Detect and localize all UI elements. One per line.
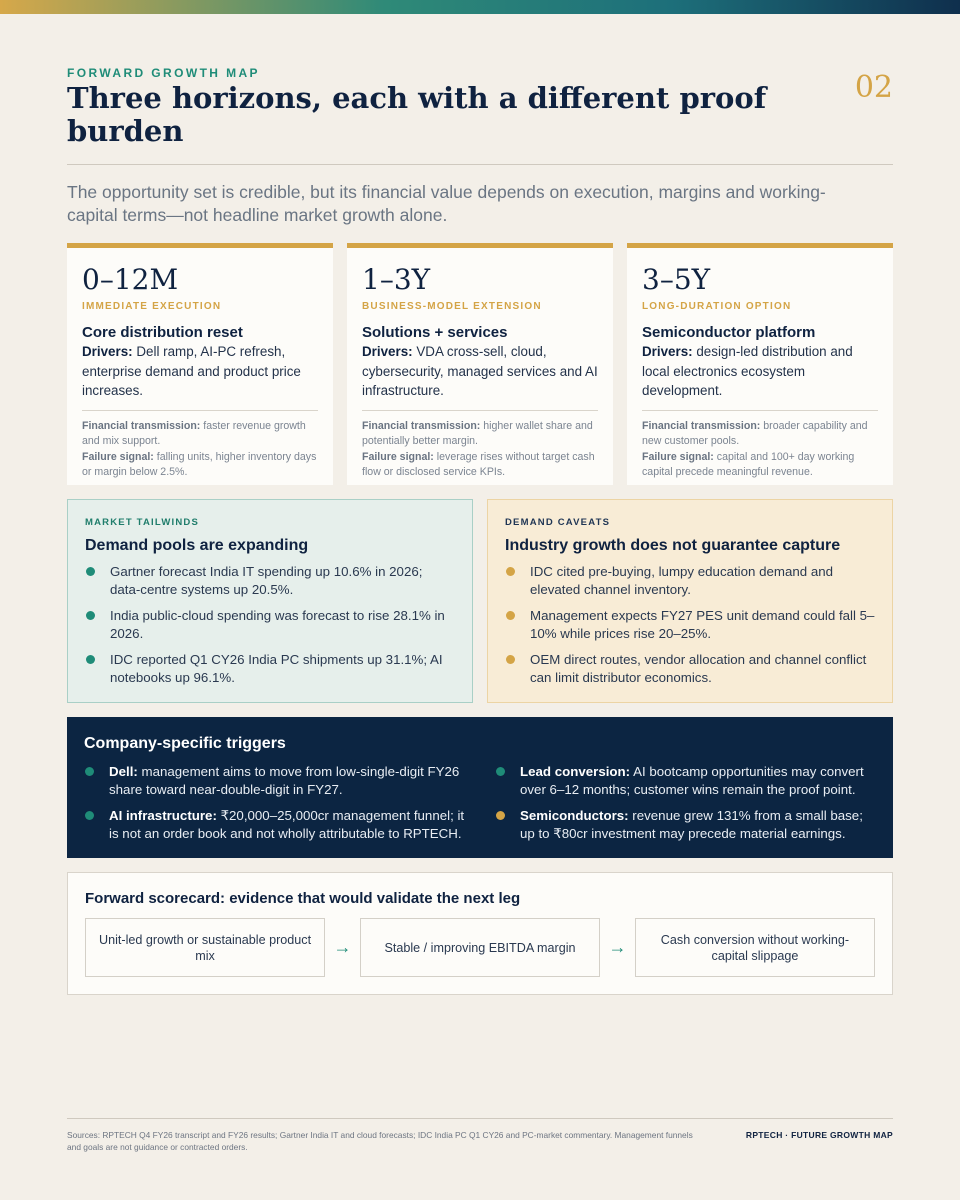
- list-item: [84, 807, 465, 843]
- page-number: 02: [854, 70, 893, 105]
- horizon-transmission: [362, 419, 598, 450]
- scorecard-step: Stable / improving EBITDA margin: [360, 918, 600, 977]
- horizon-transmission: [642, 419, 878, 450]
- trigger-label: Lead conversion:: [520, 764, 631, 779]
- list-item: [495, 807, 876, 843]
- transmission-text: broader capability and new customer pools.: [642, 419, 868, 447]
- bullet-dot-icon: [506, 655, 515, 664]
- failure-text: leverage rises without target cash flow or disclosed service KPIs.: [362, 450, 595, 478]
- bullet-dot-icon: [506, 611, 515, 620]
- horizon-period: 1–3Y: [362, 263, 431, 296]
- trigger-label: Semiconductors:: [520, 808, 629, 823]
- horizon-card-near: [67, 243, 333, 485]
- bullet-dot-icon: [86, 655, 95, 664]
- drivers-text: design-led distribution and local electronics ecosystem development.: [642, 344, 853, 398]
- transmission-label: Financial transmission:: [362, 419, 481, 432]
- panel-tag: MARKET TAILWINDS: [85, 517, 200, 528]
- market-tailwinds-panel: [67, 499, 473, 703]
- horizon-failure: [362, 450, 598, 481]
- triggers-column-left: [84, 763, 465, 851]
- tailwinds-caveats-row: [67, 499, 893, 703]
- list-item: OEM direct routes, vendor allocation and channel conflict can limit distributor economics.: [505, 651, 875, 687]
- top-gradient-bar: [0, 0, 960, 14]
- scorecard-step: Unit-led growth or sustainable product mix: [85, 918, 325, 977]
- list-item: [84, 763, 465, 799]
- trigger-text: revenue grew 131% from a small base; up to ₹80cr investment may precede material earnings.: [520, 808, 863, 841]
- drivers-label: Drivers:: [82, 344, 133, 359]
- horizon-divider: [82, 410, 318, 411]
- trigger-text: AI bootcamp opportunities may convert over 6–12 months; customer wins remain the proof point.: [520, 764, 864, 797]
- drivers-label: Drivers:: [362, 344, 413, 359]
- bullet-dot-icon: [496, 811, 505, 820]
- drivers-label: Drivers:: [642, 344, 693, 359]
- failure-label: Failure signal:: [642, 450, 714, 463]
- footer-brand: RPTECH · FUTURE GROWTH MAP: [745, 1130, 893, 1140]
- trigger-label: AI infrastructure:: [109, 808, 217, 823]
- horizon-divider: [642, 410, 878, 411]
- failure-label: Failure signal:: [82, 450, 154, 463]
- transmission-text: faster revenue growth and mix support.: [82, 419, 306, 447]
- horizon-title: Solutions + services: [362, 324, 508, 341]
- caveats-list: [505, 563, 875, 687]
- horizon-drivers: [362, 342, 598, 401]
- list-item: [495, 763, 876, 799]
- horizon-tag: LONG-DURATION OPTION: [642, 301, 792, 312]
- transmission-text: higher wallet share and potentially better margin.: [362, 419, 593, 447]
- horizon-failure: [82, 450, 318, 481]
- failure-text: capital and 100+ day working capital precede meaningful revenue.: [642, 450, 855, 478]
- horizon-tag: IMMEDIATE EXECUTION: [82, 301, 222, 312]
- horizon-title: Semiconductor platform: [642, 324, 816, 341]
- horizon-period: 3–5Y: [642, 263, 711, 296]
- panel-title: Demand pools are expanding: [85, 537, 309, 554]
- transmission-label: Financial transmission:: [82, 419, 201, 432]
- panel-title: Company-specific triggers: [84, 735, 286, 752]
- scorecard-flow: [85, 918, 875, 977]
- arrow-right-icon: →: [333, 937, 352, 957]
- horizon-tag: BUSINESS-MODEL EXTENSION: [362, 301, 542, 312]
- sources-note: Sources: RPTECH Q4 FY26 transcript and FY26 results; Gartner India IT and cloud forecasts; IDC India PC Q1 CY26 and PC-market commentary. Management funnels and goals are not guidance or contracted orders.: [67, 1130, 693, 1152]
- bullet-dot-icon: [506, 567, 515, 576]
- bullet-dot-icon: [496, 767, 505, 776]
- panel-title: Industry growth does not guarantee capture: [505, 537, 841, 554]
- scorecard-title: Forward scorecard: evidence that would validate the next leg: [85, 890, 521, 907]
- triggers-grid: [84, 763, 876, 851]
- horizon-divider: [362, 410, 598, 411]
- list-item: India public-cloud spending was forecast to rise 28.1% in 2026.: [85, 607, 455, 643]
- horizon-title: Core distribution reset: [82, 324, 243, 341]
- lead-paragraph: The opportunity set is credible, but its financial value depends on execution, margins and working-capital terms—not headline market growth alone.: [67, 182, 826, 225]
- horizon-card-mid: [347, 243, 613, 485]
- trigger-label: Dell:: [109, 764, 138, 779]
- page-content: [67, 66, 893, 995]
- scorecard-step: Cash conversion without working-capital slippage: [635, 918, 875, 977]
- failure-text: falling units, higher inventory days or margin below 2.5%.: [82, 450, 317, 478]
- tailwinds-list: [85, 563, 455, 687]
- list-item: Management expects FY27 PES unit demand could fall 5–10% while prices rise 20–25%.: [505, 607, 875, 643]
- trigger-text: management aims to move from low-single-digit FY26 share toward near-double-digit in FY27.: [109, 764, 460, 797]
- title-divider: [67, 164, 893, 165]
- triggers-column-right: [495, 763, 876, 851]
- company-triggers-panel: [67, 717, 893, 858]
- list-item: IDC cited pre-buying, lumpy education demand and elevated channel inventory.: [505, 563, 875, 599]
- horizon-transmission: [82, 419, 318, 450]
- failure-label: Failure signal:: [362, 450, 434, 463]
- forward-scorecard-panel: [67, 872, 893, 995]
- section-eyebrow: FORWARD GROWTH MAP: [67, 66, 260, 80]
- arrow-right-icon: →: [608, 937, 627, 957]
- drivers-text: Dell ramp, AI-PC refresh, enterprise demand and product price increases.: [82, 344, 301, 398]
- transmission-label: Financial transmission:: [642, 419, 761, 432]
- horizon-drivers: [82, 342, 318, 401]
- horizon-cards: [67, 243, 893, 485]
- horizon-card-long: [627, 243, 893, 485]
- list-item: Gartner forecast India IT spending up 10.6% in 2026; data-centre systems up 20.5%.: [85, 563, 455, 599]
- page-footer: [67, 1118, 893, 1153]
- demand-caveats-panel: [487, 499, 893, 703]
- drivers-text: VDA cross-sell, cloud, cybersecurity, managed services and AI infrastructure.: [362, 344, 598, 398]
- bullet-dot-icon: [86, 567, 95, 576]
- bullet-dot-icon: [85, 767, 94, 776]
- bullet-dot-icon: [85, 811, 94, 820]
- trigger-text: ₹20,000–25,000cr management funnel; it is not an order book and not wholly attributable to RPTECH.: [109, 808, 465, 841]
- horizon-failure: [642, 450, 878, 481]
- list-item: IDC reported Q1 CY26 India PC shipments up 31.1%; AI notebooks up 96.1%.: [85, 651, 455, 687]
- horizon-period: 0–12M: [82, 263, 179, 296]
- page-title: Three horizons, each with a different proof burden: [67, 81, 767, 148]
- panel-tag: DEMAND CAVEATS: [505, 517, 611, 528]
- bullet-dot-icon: [86, 611, 95, 620]
- horizon-drivers: [642, 342, 878, 401]
